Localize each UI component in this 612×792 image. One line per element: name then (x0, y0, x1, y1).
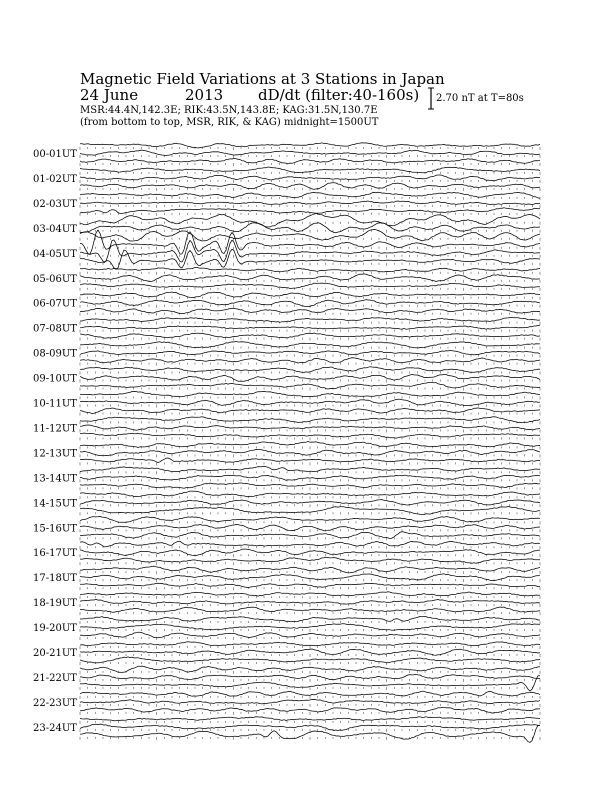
hour-label: 02-03UT (33, 198, 77, 210)
hour-row (33, 213, 540, 241)
minute-ticks (80, 222, 540, 225)
minute-ticks (80, 147, 540, 150)
minute-ticks (80, 313, 540, 316)
minute-ticks (80, 687, 540, 690)
trace-kag (80, 318, 540, 323)
trace-kag (80, 541, 540, 546)
hour-label: 08-09UT (33, 348, 77, 360)
trace-kag (80, 642, 540, 646)
minute-ticks (80, 471, 540, 474)
hour-label: 10-11UT (33, 398, 77, 410)
minute-ticks (80, 604, 540, 607)
minute-ticks (80, 629, 540, 632)
hour-label: 07-08UT (33, 323, 77, 335)
minute-ticks (80, 479, 540, 482)
trace-msr (80, 657, 540, 663)
trace-msr (80, 333, 540, 338)
minute-ticks (80, 487, 540, 490)
minute-ticks (80, 205, 540, 208)
trace-kag (80, 592, 540, 596)
hour-label: 01-02UT (33, 173, 77, 185)
minute-ticks (80, 180, 540, 183)
trace-msr (80, 458, 540, 463)
hour-row (33, 592, 540, 615)
hour-row (33, 417, 540, 441)
minute-ticks (80, 712, 540, 715)
minute-ticks (80, 263, 540, 266)
minute-ticks (80, 421, 540, 424)
hour-label: 16-17UT (33, 548, 77, 560)
trace-msr (80, 358, 540, 363)
minute-ticks (80, 571, 540, 574)
minute-ticks (80, 238, 540, 241)
trace-rik (80, 351, 540, 355)
hour-label: 18-19UT (33, 598, 77, 610)
minute-ticks (80, 163, 540, 166)
trace-kag (80, 717, 540, 721)
trace-msr (80, 607, 540, 612)
hour-label: 15-16UT (33, 523, 77, 535)
minute-ticks (80, 554, 540, 557)
hour-row (33, 268, 540, 291)
trace-kag (80, 466, 540, 471)
minute-ticks (80, 646, 540, 649)
chart-title: Magnetic Field Variations at 3 Stations in Japan (80, 70, 445, 88)
hour-row (33, 230, 540, 269)
quantity-label: dD/dt (filter:40-160s) (258, 86, 420, 104)
trace-msr (80, 632, 540, 638)
trace-kag (80, 691, 540, 696)
minute-ticks (80, 612, 540, 615)
minute-ticks (80, 546, 540, 549)
trace-rik (80, 500, 540, 505)
hour-row (33, 192, 540, 216)
minute-ticks (80, 322, 540, 325)
hour-label: 19-20UT (33, 623, 77, 635)
hour-label: 23-24UT (33, 722, 77, 734)
scale-bar (428, 88, 434, 109)
minute-ticks (80, 637, 540, 640)
minute-ticks (80, 662, 540, 665)
minute-ticks (80, 654, 540, 657)
hour-label: 03-04UT (33, 223, 77, 235)
trace-rik (80, 150, 540, 155)
trace-rik (80, 240, 540, 263)
trace-msr (80, 283, 540, 288)
hour-row (33, 367, 540, 391)
hour-row (33, 717, 540, 743)
minute-ticks (80, 188, 540, 191)
trace-rik (80, 674, 540, 679)
hour-row (33, 143, 540, 166)
minute-ticks (80, 562, 540, 565)
hour-row (33, 566, 540, 590)
hour-label: 17-18UT (33, 573, 77, 585)
minute-ticks (80, 255, 540, 258)
hour-row (33, 167, 540, 191)
minute-ticks (80, 197, 540, 200)
date-day: 24 June (80, 86, 139, 104)
hour-label: 14-15UT (33, 498, 77, 510)
hour-label: 22-23UT (33, 697, 77, 709)
minute-ticks (80, 671, 540, 674)
minute-ticks (80, 446, 540, 449)
trace-kag (80, 391, 540, 396)
station-coordinates: MSR:44.4N,142.3E; RIK:43.5N,143.8E; KAG:31.5N,130.7E (80, 105, 378, 116)
hour-row (33, 292, 540, 316)
minute-ticks (80, 429, 540, 432)
station-order-note: (from bottom to top, MSR, RIK, & KAG) midnight=1500UT (80, 117, 379, 128)
hour-label: 13-14UT (33, 473, 77, 485)
minute-ticks (80, 297, 540, 300)
minute-ticks (80, 413, 540, 416)
trace-msr (80, 208, 540, 214)
minute-ticks (80, 621, 540, 624)
trace-rik (80, 201, 540, 205)
trace-kag (80, 268, 540, 272)
hour-label: 11-12UT (33, 423, 77, 435)
minute-ticks (80, 737, 540, 740)
minute-ticks (80, 721, 540, 724)
minute-ticks (80, 380, 540, 383)
hour-label: 21-22UT (33, 672, 77, 684)
scale-label: 2.70 nT at T=80s (436, 93, 524, 104)
hour-label: 05-06UT (33, 273, 77, 285)
minute-ticks (80, 405, 540, 408)
minute-ticks (80, 462, 540, 465)
trace-msr (80, 583, 540, 587)
minute-ticks (80, 330, 540, 333)
trace-rik (80, 325, 540, 329)
hour-row (33, 341, 540, 365)
trace-kag (80, 617, 540, 622)
hour-label: 20-21UT (33, 648, 77, 659)
minute-ticks (80, 704, 540, 707)
minute-ticks (80, 537, 540, 540)
hour-row (33, 391, 540, 415)
minute-ticks (80, 155, 540, 158)
hour-row (33, 666, 540, 691)
hour-row (33, 491, 540, 515)
hour-label: 12-13UT (33, 448, 77, 460)
hour-row (33, 691, 540, 715)
hour-label: 06-07UT (33, 298, 77, 310)
trace-rik (80, 699, 540, 704)
minute-ticks (80, 504, 540, 507)
minute-ticks (80, 679, 540, 682)
minute-ticks (80, 347, 540, 350)
trace-kag (80, 167, 540, 173)
minute-ticks (80, 355, 540, 358)
trace-msr (80, 433, 540, 438)
date-year: 2013 (185, 86, 224, 104)
hour-row (33, 541, 540, 565)
hour-label: 00-01UT (33, 149, 77, 160)
trace-kag (80, 491, 540, 496)
minute-ticks (80, 587, 540, 590)
minute-ticks (80, 696, 540, 699)
minute-ticks (80, 596, 540, 599)
hour-label: 09-10UT (33, 373, 77, 385)
hour-row (33, 642, 540, 665)
hour-row (33, 318, 540, 341)
minute-ticks (80, 288, 540, 291)
minute-ticks (80, 247, 540, 250)
hour-row (33, 617, 540, 641)
trace-kag (80, 230, 540, 254)
minute-ticks (80, 388, 540, 391)
minute-ticks (80, 529, 540, 532)
minute-ticks (80, 172, 540, 175)
trace-msr (80, 159, 540, 164)
minute-ticks (80, 363, 540, 366)
hour-label: 04-05UT (33, 248, 77, 260)
hour-row (33, 516, 540, 540)
hour-row (33, 466, 540, 490)
minute-ticks (80, 496, 540, 499)
minute-ticks (80, 579, 540, 582)
trace-rik (80, 599, 540, 604)
minute-ticks (80, 512, 540, 515)
minute-ticks (80, 397, 540, 400)
minute-ticks (80, 729, 540, 732)
minute-ticks (80, 272, 540, 275)
minute-ticks (80, 437, 540, 440)
hour-row (33, 442, 540, 466)
minute-ticks (80, 338, 540, 341)
